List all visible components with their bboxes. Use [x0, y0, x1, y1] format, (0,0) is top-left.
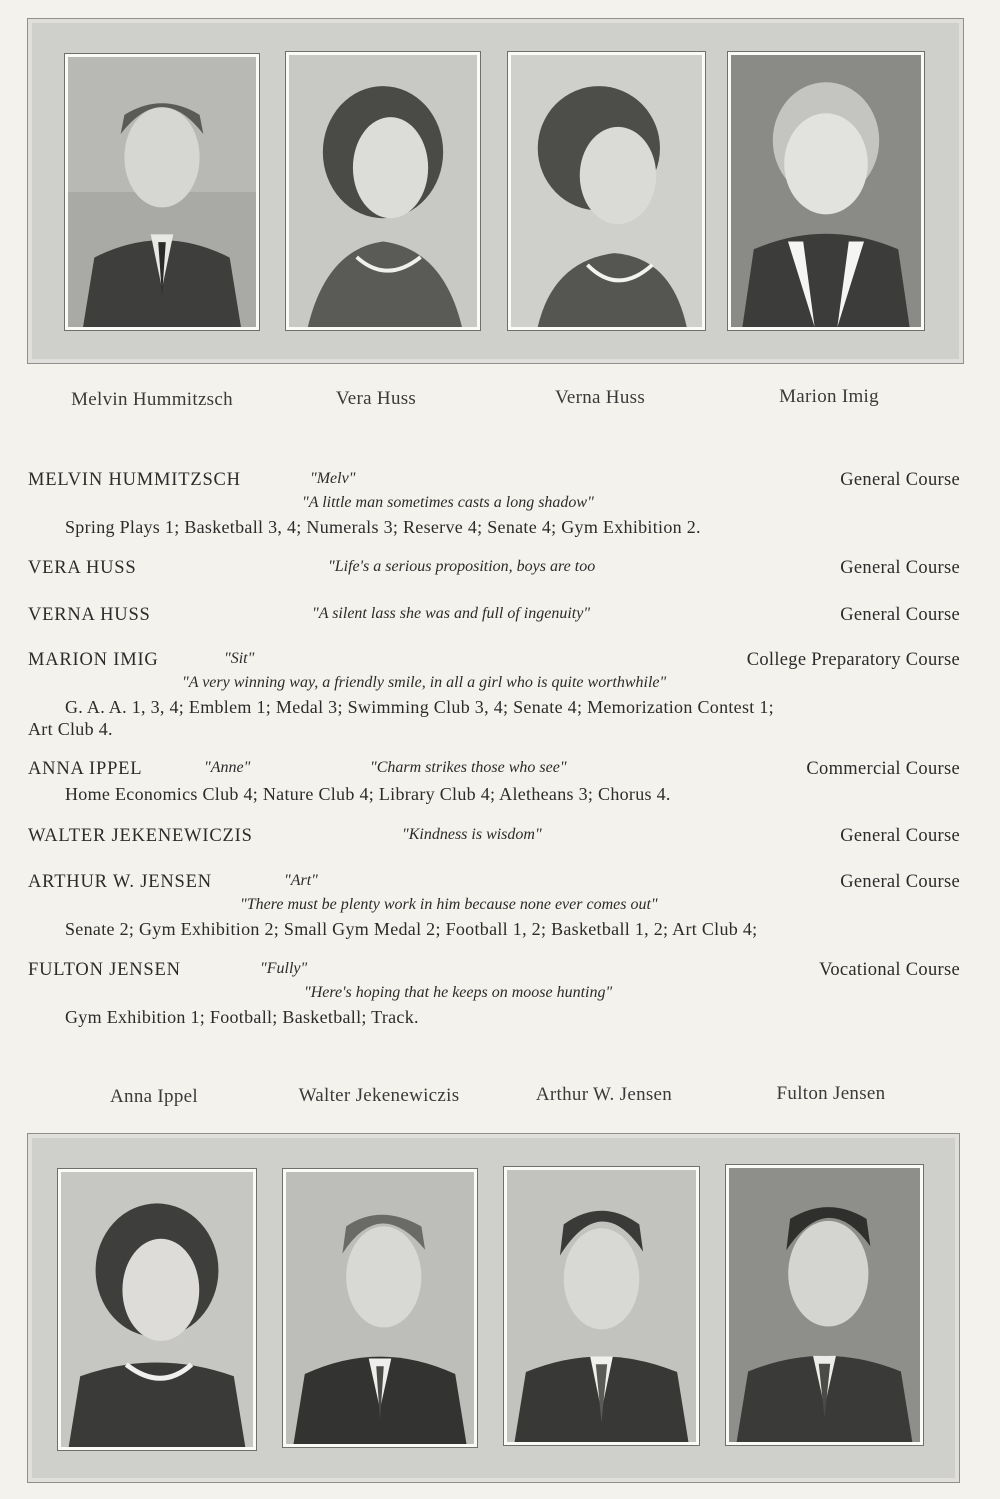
entry-name: VERNA HUSS — [28, 605, 151, 625]
portrait-vera-huss — [285, 51, 481, 331]
entry-course: General Course — [840, 470, 960, 490]
entry-course: General Course — [840, 605, 960, 625]
entry-activities-line2: Art Club 4. — [28, 719, 113, 739]
portrait-anna-ippel — [57, 1168, 257, 1451]
portrait-verna-huss — [507, 51, 706, 331]
entry-nickname: "Melv" — [310, 470, 356, 487]
entry-marion-imig — [28, 650, 960, 740]
entry-verna-huss — [28, 605, 960, 629]
portrait-fulton-jensen — [725, 1164, 924, 1446]
caption-bottom-3: Arthur W. Jensen — [535, 1084, 673, 1105]
bottom-photo-band — [27, 1133, 960, 1483]
entry-quote: "There must be plenty work in him because none ever comes out" — [240, 896, 658, 913]
caption-top-2: Vera Huss — [335, 388, 417, 409]
entry-quote: "Kindness is wisdom" — [402, 826, 542, 843]
caption-bottom-4: Fulton Jensen — [776, 1083, 886, 1104]
entry-activities — [28, 696, 960, 740]
entry-quote: "A little man sometimes casts a long shadow" — [302, 494, 594, 511]
entry-activities-line1: G. A. A. 1, 3, 4; Emblem 1; Medal 3; Swimming Club 3, 4; Senate 4; Memorization Contest 1; — [65, 697, 774, 717]
portrait-walter-jekenewiczis — [282, 1168, 478, 1448]
top-photo-band — [27, 18, 964, 364]
entry-name: VERA HUSS — [28, 558, 137, 578]
entry-quote: "A silent lass she was and full of ingenuity" — [312, 605, 591, 622]
entry-quote: "Life's a serious proposition, boys are too — [328, 558, 596, 575]
entry-activities: Spring Plays 1; Basketball 3, 4; Numerals 3; Reserve 4; Senate 4; Gym Exhibition 2. — [65, 517, 701, 537]
portrait-melvin-hummitzsch — [64, 53, 260, 331]
entry-nickname: "Art" — [284, 872, 318, 889]
entry-quote: "A very winning way, a friendly smile, in all a girl who is quite worthwhile" — [182, 674, 667, 691]
caption-bottom-2: Walter Jekenewiczis — [298, 1085, 460, 1106]
entry-quote: "Here's hoping that he keeps on moose hunting" — [304, 984, 613, 1001]
entry-course: General Course — [840, 826, 960, 846]
entry-name: ANNA IPPEL — [28, 759, 143, 779]
entry-fulton-jensen — [28, 960, 960, 1028]
entry-nickname: "Fully" — [260, 960, 308, 977]
caption-top-3: Verna Huss — [554, 387, 646, 408]
entry-nickname: "Sit" — [224, 650, 255, 667]
portrait-marion-imig — [727, 51, 925, 331]
entry-activities: Gym Exhibition 1; Football; Basketball; Track. — [65, 1007, 419, 1027]
entry-activities: Senate 2; Gym Exhibition 2; Small Gym Medal 2; Football 1, 2; Basketball 1, 2; Art Club 4; — [65, 919, 758, 939]
entry-anna-ippel — [28, 759, 960, 805]
entry-course: Commercial Course — [806, 759, 960, 779]
entry-arthur-w-jensen — [28, 872, 960, 940]
entry-activities: Home Economics Club 4; Nature Club 4; Library Club 4; Aletheans 3; Chorus 4. — [65, 784, 671, 804]
entry-nickname: "Anne" — [204, 759, 251, 776]
entry-name: FULTON JENSEN — [28, 960, 181, 980]
entry-vera-huss — [28, 558, 960, 582]
portrait-arthur-w-jensen — [503, 1166, 700, 1446]
caption-top-1: Melvin Hummitzsch — [71, 389, 233, 410]
entry-course: General Course — [840, 872, 960, 892]
entry-name: MELVIN HUMMITZSCH — [28, 470, 241, 490]
entry-name: ARTHUR W. JENSEN — [28, 872, 212, 892]
entry-quote: "Charm strikes those who see" — [370, 759, 567, 776]
entry-name: MARION IMIG — [28, 650, 159, 670]
entry-course: Vocational Course — [819, 960, 960, 980]
entry-course: General Course — [840, 558, 960, 578]
entry-melvin-hummitzsch — [28, 470, 960, 538]
entry-walter-jekenewiczis — [28, 826, 960, 850]
caption-top-4: Marion Imig — [779, 386, 879, 407]
caption-bottom-1: Anna Ippel — [110, 1086, 198, 1107]
entry-course: College Preparatory Course — [746, 650, 960, 670]
entry-name: WALTER JEKENEWICZIS — [28, 826, 253, 846]
